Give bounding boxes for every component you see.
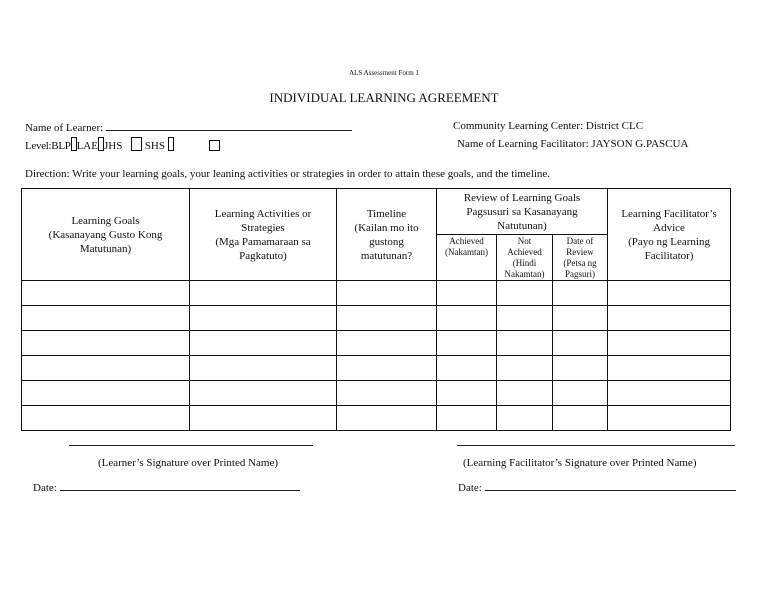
table-cell[interactable] [553, 281, 608, 306]
table-cell[interactable] [22, 306, 190, 331]
table-cell[interactable] [22, 281, 190, 306]
learner-name-row [25, 120, 352, 134]
facilitator-date-row [458, 480, 736, 494]
table-row [22, 356, 731, 381]
level-jhs-box[interactable] [131, 137, 142, 151]
table-cell[interactable] [22, 331, 190, 356]
subheader-achieved: Achieved (Nakamtan) [437, 235, 497, 281]
table-cell[interactable] [337, 331, 437, 356]
table-cell[interactable] [22, 356, 190, 381]
table-cell[interactable] [553, 306, 608, 331]
facilitator-date-field[interactable] [485, 480, 736, 491]
table-cell[interactable] [22, 381, 190, 406]
level-jhs-label: JHS [103, 140, 123, 152]
table-row [22, 306, 731, 331]
table-cell[interactable] [608, 281, 731, 306]
subheader-not-achieved: Not Achieved (Hindi Nakamtan) [497, 235, 553, 281]
table-cell[interactable] [608, 381, 731, 406]
table-cell[interactable] [497, 331, 553, 356]
learner-signature-caption: (Learner’s Signature over Printed Name) [98, 457, 279, 469]
agreement-table [21, 188, 731, 431]
table-cell[interactable] [437, 381, 497, 406]
table-cell[interactable] [497, 306, 553, 331]
table-cell[interactable] [337, 306, 437, 331]
table-row [22, 406, 731, 431]
table-cell[interactable] [553, 331, 608, 356]
table-cell[interactable] [190, 381, 337, 406]
level-shs-label: SHS [144, 140, 165, 152]
table-cell[interactable] [497, 381, 553, 406]
table-cell[interactable] [437, 331, 497, 356]
table-cell[interactable] [497, 406, 553, 431]
table-cell[interactable] [608, 356, 731, 381]
table-cell[interactable] [22, 406, 190, 431]
table-cell[interactable] [608, 331, 731, 356]
learner-name-field[interactable] [106, 120, 352, 131]
table-row [22, 331, 731, 356]
table-cell[interactable] [437, 406, 497, 431]
clc-label: Community Learning Center: District CLC [453, 120, 644, 132]
table-cell[interactable] [190, 306, 337, 331]
table-cell[interactable] [553, 356, 608, 381]
table-row [22, 281, 731, 306]
table-cell[interactable] [190, 331, 337, 356]
level-prefix: Level:BLP [25, 140, 71, 152]
header-facilitator-advice: Learning Facilitator’s Advice (Payo ng Learning Facilitator) [608, 189, 731, 281]
table-cell[interactable] [190, 406, 337, 431]
table-cell[interactable] [337, 281, 437, 306]
learner-name-label: Name of Learner: [25, 122, 104, 134]
table-cell[interactable] [437, 356, 497, 381]
table-cell[interactable] [497, 356, 553, 381]
direction-text: Direction: Write your learning goals, your leaning activities or strategies in order to attain these goals, and the timeline. [25, 168, 551, 180]
learner-date-field[interactable] [60, 480, 300, 491]
header-learning-activities: Learning Activities or Strategies (Mga Pamamaraan sa Pagkatuto) [190, 189, 337, 281]
table-cell[interactable] [437, 281, 497, 306]
learner-date-label: Date: [33, 482, 57, 494]
facilitator-date-label: Date: [458, 482, 482, 494]
table-cell[interactable] [608, 406, 731, 431]
table-cell[interactable] [553, 406, 608, 431]
learner-signature-line[interactable] [69, 445, 313, 446]
page-title: INDIVIDUAL LEARNING AGREEMENT [269, 90, 499, 105]
form-tag: ALS Assessment Form 1 [349, 69, 419, 77]
level-shs-checkbox[interactable] [168, 137, 174, 151]
level-row [25, 137, 220, 152]
header-review: Review of Learning Goals Pagsusuri sa Kasanayang Natutunan) [437, 189, 608, 235]
table-cell[interactable] [337, 356, 437, 381]
table-row [22, 381, 731, 406]
table-cell[interactable] [337, 406, 437, 431]
table-body [22, 281, 731, 431]
table-cell[interactable] [497, 281, 553, 306]
header-learning-goals: Learning Goals (Kasanayang Gusto Kong Matutunan) [22, 189, 190, 281]
table-cell[interactable] [553, 381, 608, 406]
facilitator-signature-caption: (Learning Facilitator’s Signature over Printed Name) [463, 457, 697, 469]
header-timeline: Timeline (Kailan mo ito gustong matutunan? [337, 189, 437, 281]
level-lae-label: LAE [76, 140, 98, 152]
facilitator-signature-line[interactable] [457, 445, 735, 446]
table-cell[interactable] [337, 381, 437, 406]
table-cell[interactable] [190, 356, 337, 381]
learner-date-row [33, 480, 300, 494]
table-cell[interactable] [608, 306, 731, 331]
subheader-date-of-review: Date of Review (Petsa ng Pagsuri) [553, 235, 608, 281]
table-cell[interactable] [190, 281, 337, 306]
facilitator-label: Name of Learning Facilitator: JAYSON G.PASCUA [457, 138, 689, 150]
table-cell[interactable] [437, 306, 497, 331]
level-extra-checkbox[interactable] [209, 140, 220, 151]
